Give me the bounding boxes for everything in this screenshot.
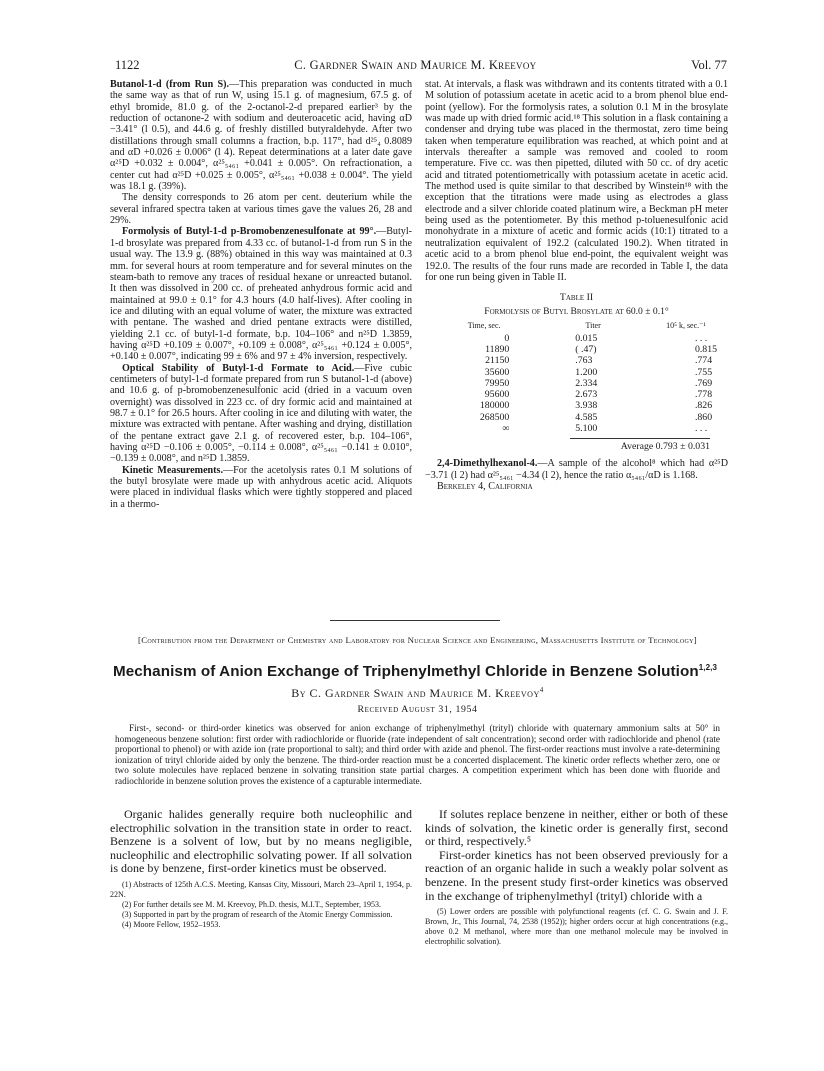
cell-k: .755 [694,366,713,378]
table-row [437,423,717,434]
abstract-text: First-, second- or third-order kinetics was observed for anion exchange of triphenylmethyl (trityl) chloride with quaternary ammonium salts at 50° in homogeneous benzene solution: first order with radiochloride or fluoride (rate independent of salt concentration); second order with radiochloride and phenol (rate proportional to phenol) or with azide ion (rate proportional to salt); and third order with azide and phenol. The first-order reactions must involve a rate-determining ionization of trityl chloride aided by only the benzene. The third-order reaction must be a concerted displacement. The kinetic order reflects whether zero, one or two solute molecules have replaced benzene in solvating transition state partial charges. A competition experiment which has been done with fluoride and radiochloride in benzene solution proves the existence of a capturable intermediate. [115,723,720,786]
cell-titer: 1.200 [575,366,598,378]
body-right-paragraph-1: If solutes replace benzene in neither, either or both of these kinds of solvation, the kinetic order is generally first, second or third, respectively.⁵ [425,807,728,849]
butanol-heading: Butanol-1-d (from Run S). [110,79,230,90]
table-row [437,333,717,344]
footnote-1: (1) Abstracts of 125th A.C.S. Meeting, Kansas City, Missouri, March 23–April 1, 1954, p. 22N. [110,879,412,899]
body-right-column [425,808,728,947]
abstract [115,723,720,787]
article-title-text: Mechanism of Anion Exchange of Triphenylmethyl Chloride in Benzene Solution [112,663,699,681]
optical-text: —Five cubic centimeters of butyl-1-d formate prepared from run S butanol-1-d (above) and 10.6 g. of p-bromobenzenesulfonic acid (dried in a vacuum oven overnight) was dissolved in 223 cc. of dry formic acid and maintained at 98.7 ± 0.1° for 26.5 hours. After cooling in ice and diluting with water, the mixture was extracted with pentane. After washing and drying, distillation of the pentane extract gave 2.1 g. of recovered ester, b.p. 104–106°, having α²⁵D −0.106 ± 0.005°, −0.114 ± 0.008°, α²⁵₅₄₆₁ −0.141 ± 0.010°, −0.139 ± 0.008°, and n²⁵D 1.3859. [110,362,413,465]
article-title [100,663,730,680]
cell-titer: 3.938 [575,400,598,412]
cell-time: 180000 [479,400,510,412]
table-average [425,438,710,452]
cell-k: . . . [694,422,708,434]
table-row [437,389,717,400]
cell-k: . . . [694,333,708,345]
formolysis-heading: Formolysis of Butyl-1-d p-Bromobenzenesulfonate at 99°. [122,226,377,238]
table-row [437,367,717,378]
volume-label: Vol. 77 [691,58,727,72]
byline-footnote-mark: 4 [539,686,544,694]
cell-time: 35600 [484,366,510,378]
location: Berkeley 4, California [437,480,533,492]
butanol-text: —This preparation was conducted in much the same way as that of run W, using 15.1 g. of magnesium, 67.5 g. of ethyl bromide, 81.0 g. of the 2-octanol-2-d prepared earlier³ by the reduction of octanone-2 with sodium and deuteroacetic acid, having αD −3.41° (l 0.5), and 44.6 g. of freshly distilled butyraldehyde. After two distillations through small columns a fraction, b.p. 117°, had d²⁵₄ 0.8089 and αD +0.026 ± 0.006° (l 4). Repeat determinations at a later date gave α²⁵D +0.032 ± 0.004°, α²⁵₅₄₆₁ +0.041 ± 0.005°. On refractionation, a center cut had α²⁵D +0.025 ± 0.005°, α²⁵₅₄₆₁ +0.038 ± 0.004°. The yield was 18.1 g. (39%). [110,79,412,193]
table-row [437,400,717,411]
table-header-row [437,319,717,333]
footnotes-right [425,907,728,947]
body-left-column [110,808,412,930]
cell-k: 0.815 [694,344,717,356]
dimethyl-paragraph [425,458,728,481]
cell-titer: 2.334 [575,377,598,389]
table-title: Table II [559,292,594,304]
page-number: 1122 [115,58,140,72]
kinetic-heading: Kinetic Measurements. [122,464,223,476]
table-header-time: Time, sec. [467,320,501,330]
running-header [115,58,727,73]
footnotes-left [110,880,412,930]
footnote-4: (4) Moore Fellow, 1952–1953. [122,919,221,929]
byline-text: By C. Gardner Swain and Maurice M. Kreevoy [291,686,540,700]
table-row [437,355,717,366]
continuation-paragraph: stat. At intervals, a flask was withdrawn and its contents titrated with a 0.1 M solution of potassium acetate in acetic acid to a brom phenol blue end-point (yellow). For the formolysis rates, a solution 0.1 M in the brosylate was made up with dried formic acid.¹⁸ This solution in a flask containing a condenser and drying tube was placed in the thermostat, zero time being taken when temperature equilibration was reached, at which point and at intervals thereafter a sample was removed and cooled to room temperature. Five cc. was then pipetted, diluted with 50 cc. of dry acetic acid and titrated potentiometrically with potassium acetate in acetic acid. The method used is quite similar to that described by Winstein¹⁸ with the exception that the titrations were made using as electrodes a glass electrode and a silver chloride coated platinum wire, a Beckman pH meter being used as the potentiometer. By this method p-toluenesulfonic acid monohydrate in a mixture of acetic and formic acids (10:1) titrated to a neutralization equivalent of 192.2 (calculated 190.2). When titrated in acetic acid to a brom phenol blue end-point, the equivalent weight was 192.0. The results of the four runs made are recorded in Table I, the data for one run being given in Table II. [425,79,728,283]
density-paragraph: The density corresponds to 26 atom per cent. deuterium while the several infrared spectra taken at various times gave the values 26, 28 and 29%. [110,192,412,227]
contribution-line: [Contribution from the Department of Chemistry and Laboratory for Nuclear Science and Engineering, Massachusetts Institute of Technology] [137,635,698,645]
footnote-2: (2) For further details see M. M. Kreevoy, Ph.D. thesis, M.I.T., September, 1953. [122,899,381,909]
formolysis-text: —Butyl-1-d brosylate was prepared from 4.33 cc. of butanol-1-d from run S in the usual way. The 13.9 g. (88%) obtained in this way was maintained at 0.3 mm. for several hours at room temperature and for several minutes on the steam-bath to remove any traces of residual hexane or unreacted butanol. It then was dissolved in 200 cc. of preheated anhydrous formic acid and maintained at 99.0 ± 0.1° for 4.3 hours (4.0 half-lives). After cooling in ice and diluting with an equal volume of water, the mixture was extracted with pentane. The washed and dried pentane extracts were distilled, yielding 2.1 cc. of butyl-1-d formate, b.p. 104–106° and n²⁵D 1.3859, having α²⁵D +0.109 ± 0.007°, +0.109 ± 0.008°, α²⁵₅₄₆₁ +0.124 ± 0.005°, +0.140 ± 0.007°, indicating 99 ± 6% and 97 ± 4% inversion, respectively. [110,226,412,363]
average-rule [570,438,710,439]
cell-k: .778 [694,389,713,401]
table-header-k: 10⁵ k, sec.⁻¹ [666,320,706,330]
table-ii [437,319,717,434]
kinetic-paragraph [110,465,412,510]
table-row [437,344,717,355]
cell-titer: 2.673 [575,389,598,401]
cell-titer: 5.100 [575,422,598,434]
received-date: Received August 31, 1954 [357,704,478,715]
cell-time: ∞ [502,422,510,434]
cell-titer: 0.015 [575,333,598,345]
cell-titer: 4.585 [575,411,598,423]
cell-k: .860 [694,411,713,423]
article-byline [110,686,725,701]
footnote-5: (5) Lower orders are possible with polyfunctional reagents (cf. C. G. Swain and J. F. Brown, Jr., This Journal, 74, 2538 (1952)); higher orders occur at high concentrations (e.g., above 0.2 M methanol, where more than one methanol molecule may be involved in electrophilic solvation). [425,907,728,947]
body-left-paragraph: Organic halides generally require both nucleophilic and electrophilic solvation in the transition state in order to react. Benzene is a solvent of low, but by no means negligible, nucleophilic and electrophilic solvating power. If all solvation is done by benzene, first-order kinetics must be observed. [110,807,412,876]
cell-k: .774 [694,355,713,367]
optical-paragraph [110,363,412,465]
table-row [437,378,717,389]
cell-k: .769 [694,377,713,389]
right-column [425,79,728,492]
optical-heading: Optical Stability of Butyl-1-d Formate to Acid. [122,362,355,374]
average-value: Average 0.793 ± 0.031 [620,440,710,452]
article-title-footnote-marks: 1,2,3 [698,663,718,672]
section-divider [330,620,500,621]
cell-time: 21150 [485,355,510,367]
cell-time: 11890 [485,344,510,356]
formolysis-paragraph [110,226,412,362]
dimethyl-heading: 2,4-Dimethylhexanol-4. [437,458,538,470]
left-column [110,79,412,510]
body-right-paragraph-2: First-order kinetics has not been observed previously for a reaction of an organic halide in such a weakly polar solvent as benzene. In the present study first-order kinetics was observed in the exchange of triphenylmethyl (trityl) chloride with a [425,847,728,903]
butanol-paragraph [110,79,412,192]
table-body [437,333,717,434]
cell-time: 268500 [479,411,510,423]
table-header-titer: Titer [585,320,601,330]
cell-titer: .763 [575,355,593,367]
dimethyl-text: —A sample of the alcohol⁸ which had α²⁵D −3.71 (l 2) had α²⁵₅₄₆₁ −4.34 (l 2), hence the ratio α₅₄₆₁/αD is 1.168. [425,458,728,481]
cell-time: 0 [504,333,510,345]
cell-k: .826 [694,400,713,412]
table-caption: Formolysis of Butyl Brosylate at 60.0 ± 0.1° [484,305,669,317]
table-row [437,412,717,423]
footnote-3: (3) Supported in part by the program of research of the Atomic Energy Commission. [122,909,393,919]
header-authors: C. Gardner Swain and Maurice M. Kreevoy [294,58,537,72]
cell-titer: ( .47) [575,344,597,356]
kinetic-text: —For the acetolysis rates 0.1 M solutions of the butyl brosylate were made up with anhydrous acetic acid. Aliquots were placed in individual flasks which were tightly stoppered and placed in a thermo- [110,464,412,510]
cell-time: 95600 [484,389,510,401]
cell-time: 79950 [484,377,510,389]
